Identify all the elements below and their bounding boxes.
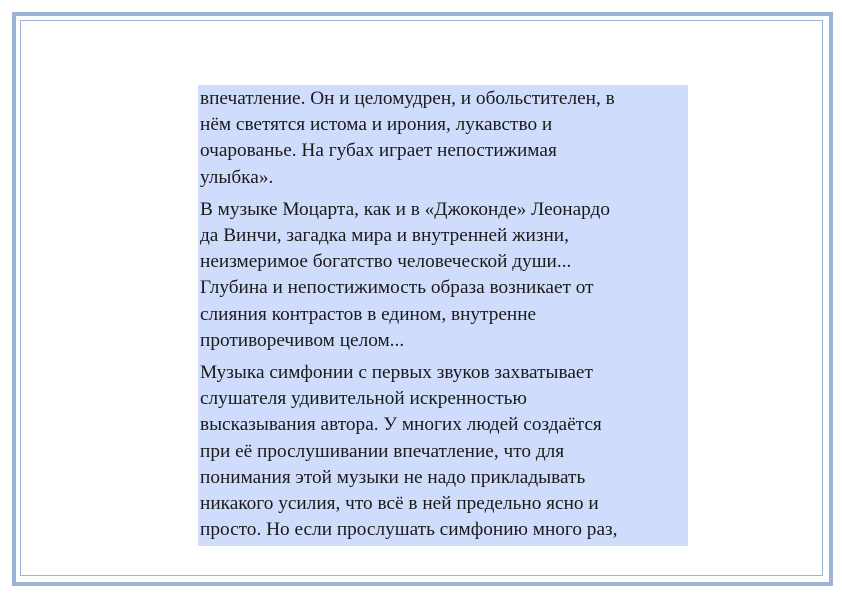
text-line: при её прослушивании впечатление, что для <box>200 440 565 462</box>
text-line: противоречивом целом... <box>200 329 405 351</box>
paragraph-2 <box>200 197 688 354</box>
text-line: очарованье. На губах играет непостижимая <box>200 140 557 162</box>
text-line: просто. Но если прослушать симфонию много раз, <box>200 519 618 541</box>
text-line: улыбка». <box>200 166 274 188</box>
text-line: Глубина и непостижимость образа возникает от <box>200 277 594 299</box>
text-line: Музыка симфонии с первых звуков захватывает <box>200 362 593 384</box>
text-line: слияния контрастов в едином, внутренне <box>200 303 537 325</box>
text-line: высказывания автора. У многих людей создаётся <box>200 414 602 436</box>
text-box <box>198 85 688 546</box>
paragraph-1 <box>200 86 688 191</box>
text-line: да Винчи, загадка мира и внутренней жизни, <box>200 225 569 247</box>
text-line: слушателя удивительной искренностью <box>200 388 527 410</box>
text-line: понимания этой музыки не надо прикладывать <box>200 466 586 488</box>
text-line: неизмеримое богатство человеческой души... <box>200 251 572 273</box>
text-line: никакого усилия, что всё в ней предельно ясно и <box>200 493 599 515</box>
paragraph-3 <box>200 360 688 543</box>
text-line: В музыке Моцарта, как и в «Джоконде» Леонардо <box>200 198 610 220</box>
text-line: впечатление. Он и целомудрен, и обольстителен, в <box>200 88 615 109</box>
text-line: нём светятся истома и ирония, лукавство и <box>200 114 553 136</box>
